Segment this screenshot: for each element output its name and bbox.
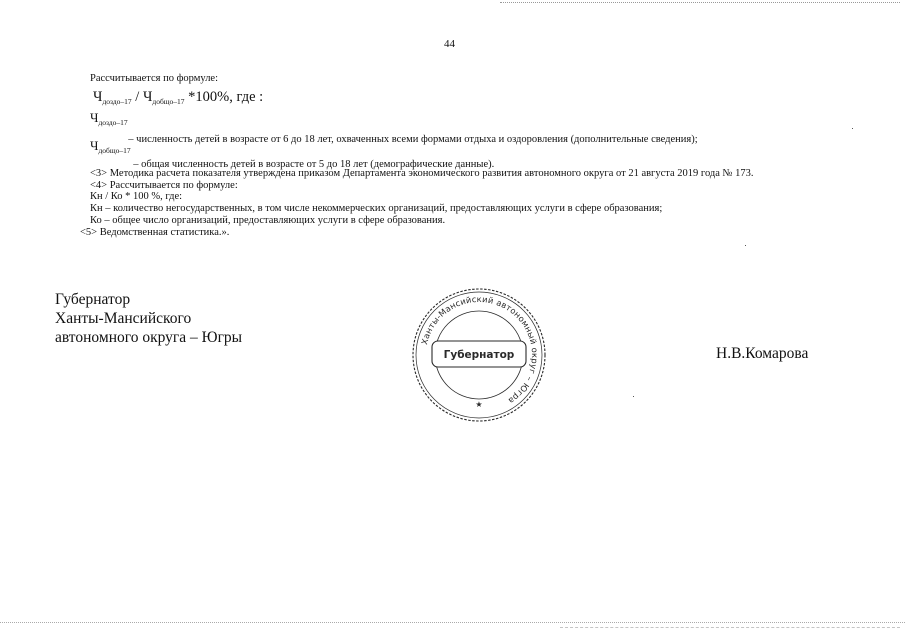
scan-speck [852, 128, 853, 129]
formula-symbol-2: Ч [142, 89, 153, 105]
seal-graphic [410, 286, 548, 424]
note-3: <3> Методика расчета показателя утверждена приказом Департамента экономического развития автономного округа от 21 августа 2019 года № 173. [90, 168, 754, 179]
signature-name: Н.В.Комарова [716, 345, 809, 362]
formula-tail: *100%, где : [184, 89, 264, 105]
scan-speck [745, 245, 746, 246]
official-seal-stamp [410, 286, 548, 424]
seal-ring-text: Ханты-Мансийский автономный округ – Югра [419, 293, 541, 407]
seal-center-text: Губернатор [443, 349, 515, 361]
note-4-formula: Кн / Ко * 100 %, где: [90, 191, 183, 202]
formula-denominator-subscript: добщо–17 [152, 97, 185, 106]
definition-subscript: добщо–17 [98, 146, 131, 155]
main-formula [93, 89, 263, 106]
scan-edge-top [500, 2, 900, 3]
definition-symbol: Ч [90, 138, 99, 153]
scan-speck [633, 396, 634, 397]
definition-subscript: доздо–17 [98, 118, 128, 127]
formula-slash: / [131, 89, 143, 105]
signature-position [55, 290, 242, 347]
page-number: 44 [444, 38, 455, 50]
formula-numerator-subscript: доздо–17 [102, 97, 132, 106]
formula-intro: Рассчитывается по формуле: [90, 73, 219, 84]
definition-text: – численность детей в возрасте от 6 до 18 лет, охваченных всеми формами отдыха и оздоровления (дополнительные сведения); [125, 134, 698, 145]
definition-symbol: Ч [90, 110, 99, 125]
signature-position-line: Губернатор [55, 291, 131, 308]
definition-text: – общая численность детей в возрасте от 5 до 18 лет (демографические данные). [130, 159, 495, 170]
scan-edge-bottom [0, 622, 905, 623]
note-4: <4> Рассчитывается по формуле: [90, 180, 238, 191]
definition-total [90, 138, 495, 170]
signature-position-line: автономного округа – Югры [55, 329, 243, 346]
note-4-ko: Ко – общее число организаций, предоставляющих услуги в сфере образования. [90, 215, 446, 226]
formula-symbol: Ч [93, 89, 103, 105]
definition-participants [90, 110, 700, 145]
signature-position-line: Ханты-Мансийского [55, 310, 192, 327]
scan-edge-bottom-2 [560, 627, 900, 628]
note-4-kn: Кн – количество негосударственных, в том числе некоммерческих организаций, предоставляющих услуги в сфере образования; [90, 203, 663, 214]
seal-star-icon: ★ [475, 400, 483, 409]
note-5: <5> Ведомственная статистика.». [80, 227, 230, 238]
